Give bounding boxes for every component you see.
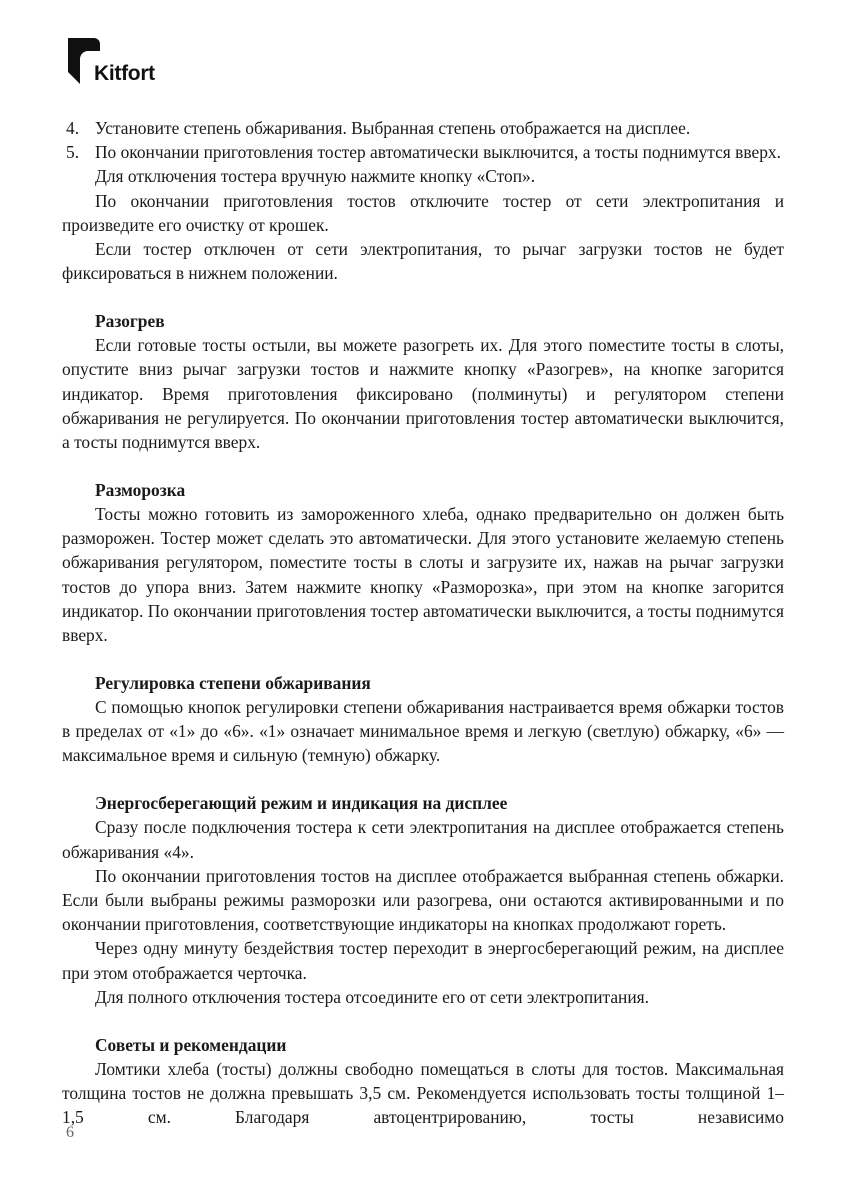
list-item-text: По окончании приготовления тостер автоматически выключится, а тосты поднимутся вверх. [95,142,781,163]
paragraph: Сразу после подключения тостера к сети электропитания на дисплее отображается степень обжаривания «4». [62,817,784,862]
paragraph: Если тостер отключен от сети электропитания, то рычаг загрузки тостов не будет фиксироваться в нижнем положении. [62,239,784,284]
section-heading: Регулировка степени обжаривания [95,672,371,693]
list-item [62,116,784,140]
paragraph: С помощью кнопок регулировки степени обжаривания настраивается время обжарки тостов в пределах от «1» до «6». «1» означает минимальное время и легкую (светлую) обжарку, «6» — максимальное время и сильную (темную) обжарку. [62,697,784,766]
paragraph: Ломтики хлеба (тосты) должны свободно помещаться в слоты для тостов. Максимальная толщина тостов не должна превышать 3,5 см. Рекомендуется использовать тосты толщиной 1–1,5 см. Благодаря автоцентрированию, тосты независимо [62,1058,784,1128]
section-heading: Советы и рекомендации [95,1034,287,1055]
list-item-number: 4. [66,118,80,138]
section-heading: Разморозка [95,479,186,500]
paragraph: Если готовые тосты остыли, вы можете разогреть их. Для этого поместите тосты в слоты, опустите вниз рычаг загрузки тостов и нажмите кнопку «Разогрев», на кнопке загорится индикатор. Время приготовления фиксировано (полминуты) и регулятором степени обжаривания не регулируется. По окончании приготовления тостер автоматически выключится, а тосты поднимутся вверх. [62,335,784,453]
brand-name: Kitfort [94,62,155,85]
list-item-text: Установите степень обжаривания. Выбранная степень отображается на дисплее. [95,118,691,138]
brand-logo [66,38,166,88]
section-heading: Разогрев [95,311,165,332]
paragraph: Для отключения тостера вручную нажмите кнопку «Стоп». [95,166,536,187]
list-item [62,140,784,164]
list-item-number: 5. [66,142,80,163]
paragraph: Через одну минуту бездействия тостер переходит в энергосберегающий режим, на дисплее при этом отображается черточка. [62,938,784,983]
page-content [62,116,784,1129]
paragraph: Для полного отключения тостера отсоедините его от сети электропитания. [95,986,650,1007]
paragraph: По окончании приготовления тостов на дисплее отображается выбранная степень обжарки. Если были выбраны режимы разморозки или разогрева, они остаются активированными и по окончании приготовления, соответствующие индикаторы на кнопках продолжают гореть. [62,865,784,935]
page-number: 6 [66,1124,74,1141]
paragraph: Тосты можно готовить из замороженного хлеба, однако предварительно он должен быть разморожен. Тостер может сделать это автоматически. Для этого установите желаемую степень обжаривания регулятором, поместите тосты в слоты и загрузите их, нажав на рычаг загрузки тостов до упора вниз. Затем нажмите кнопку «Разморозка», при этом на кнопке загорится индикатор. По окончании приготовления тостер автоматически выключится, а тосты поднимутся вверх. [62,504,784,646]
paragraph: По окончании приготовления тостов отключите тостер от сети электропитания и произведите его очистку от крошек. [62,190,784,235]
section-heading: Энергосберегающий режим и индикация на дисплее [95,793,508,814]
